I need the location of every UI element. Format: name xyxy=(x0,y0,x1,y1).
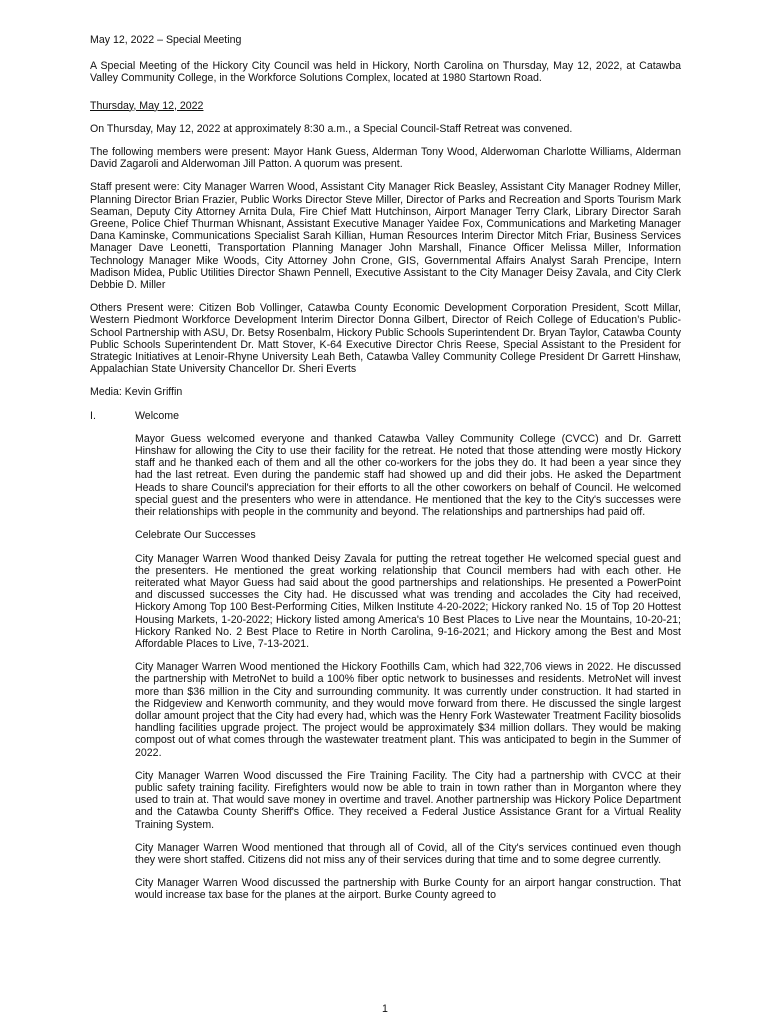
members-present-paragraph: The following members were present: Mayor Hank Guess, Alderman Tony Wood, Alderwoman Charlotte Williams, Alderman David Zagaroli and Alderwoman Jill Patton. A quorum was present. xyxy=(90,146,681,171)
body-paragraph: City Manager Warren Wood mentioned that through all of Covid, all of the City's services continued even though they were short staffed. Citizens did not miss any of their services during that time and to some degree currently. xyxy=(135,841,681,866)
body-paragraph: City Manager Warren Wood thanked Deisy Zavala for putting the retreat together He welcomed special guest and the presenters. He mentioned the great working relationship that Council members had with each other. He reiterated what Mayor Guess had said about the good partnerships and relationships. He presented a PowerPoint and discussed successes the City had. He discussed what was trending and accolades the City had received, Hickory Among Top 100 Best-Performing Cities, Milken Institute 4-20-2022; Hickory ranked No. 15 of Top 20 Hottest Housing Markets, 1-20-2022; Hickory listed among America's 10 Best Places to Live near the Mountains, 10-20-21; Hickory Ranked No. 2 Best Place to Retire in North Carolina, 9-16-2021; and Hickory among the Best and Most Affordable Places to Live, 7-13-2021. xyxy=(135,552,681,650)
celebrate-successes-subheading: Celebrate Our Successes xyxy=(135,529,256,542)
page-number: 1 xyxy=(382,1003,388,1015)
meeting-header: May 12, 2022 – Special Meeting xyxy=(90,34,242,46)
date-heading: Thursday, May 12, 2022 xyxy=(90,99,204,112)
welcome-paragraph: Mayor Guess welcomed everyone and thanked Catawba Valley Community College (CVCC) and Dr. Garrett Hinshaw for allowing the City to use their facility for the retreat. He noted that those attending were mostly Hickory staff and he thanked each of them and all the other co-workers for the jobs they do. It had been a year since they had the last retreat. Even during the pandemic staff had showed up and did their jobs. He asked the Department Heads to share Council's appreciation for their efforts to all the other coworkers on behalf of Council. He welcomed special guest and the presenters who were in attendance. He mentioned that the key to the City's successes were their relationships with people in the community and beyond. The relationships and partnerships had paid off. xyxy=(135,432,681,519)
section-welcome-heading xyxy=(90,410,681,422)
section-number: I. xyxy=(90,409,96,422)
others-present-paragraph: Others Present were: Citizen Bob Vollinger, Catawba County Economic Development Corporation President, Scott Millar, Western Piedmont Workforce Development Interim Director Donna Gilbert, Director of Reich College of Education’s Public-School Partnership with ASU, Dr. Betsy Rosenbalm, Hickory Public Schools Superintendent Dr. Bryan Taylor, Catawba County Public Schools Superintendent Dr. Matt Stover, K-64 Executive Director Chris Reese, Special Assistant to the President for Strategic Initiatives at Lenoir-Rhyne University Leah Beth, Catawba Valley Community College President Dr Garrett Hinshaw, Appalachian State University Chancellor Dr. Sheri Everts xyxy=(90,302,681,376)
staff-present-paragraph: Staff present were: City Manager Warren Wood, Assistant City Manager Rick Beasley, Assistant City Manager Rodney Miller, Planning Director Brian Frazier, Public Works Director Steve Miller, Director of Parks and Recreation and Sports Tourism Mark Seaman, Deputy City Attorney Arnita Dula, Fire Chief Matt Hutchinson, Airport Manager Terry Clark, Library Director Sarah Greene, Police Chief Thurman Whisnant, Assistant Executive Manager Yaidee Fox, Communications and Marketing Manager Dana Kaminske, Communications Specialist Sarah Killian, Human Resources Interim Director Mitch Friar, Business Services Manager Dave Leonetti, Transportation Planning Manager John Marshall, Finance Officer Melissa Miller, Information Technology Manager Mike Woods, City Attorney John Crone, GIS, Governmental Affairs Analyst Sarah Prencipe, Intern Madison Midea, Public Utilities Director Shawn Pennell, Executive Assistant to the City Manager Deisy Zavala, and City Clerk Debbie D. Miller xyxy=(90,181,681,292)
media-line: Media: Kevin Griffin xyxy=(90,386,183,399)
body-paragraph: City Manager Warren Wood mentioned the Hickory Foothills Cam, which had 322,706 views in 2022. He discussed the partnership with MetroNet to build a 100% fiber optic network to businesses and residents. MetroNet will invest more than $36 million in the City and surrounding community. It was currently under construction. It had started in the Ridgeview and Kenworth community, and they would move forward from there. He discussed the single largest dollar amount project that the City had every had, which was the Henry Fork Wastewater Treatment Facility biosolids handling facilities upgrade project. The project would be approximately $34 million dollars. They would be making compost out of what comes through the wastewater treatment plant. This was anticipated to begin in the Summer of 2022. xyxy=(135,661,681,759)
section-title: Welcome xyxy=(135,409,179,422)
convened-paragraph: On Thursday, May 12, 2022 at approximately 8:30 a.m., a Special Council-Staff Retreat was convened. xyxy=(90,122,573,135)
body-paragraph: City Manager Warren Wood discussed the partnership with Burke County for an airport hangar construction. That would increase tax base for the planes at the airport. Burke County agreed to xyxy=(135,877,681,902)
body-paragraph: City Manager Warren Wood discussed the Fire Training Facility. The City had a partnership with CVCC at their public safety training facility. Firefighters would now be able to train in town rather than in Morganton where they used to train at. That would save money in overtime and travel. Another partnership was Hickory Police Department and the Catawba County Sheriff's Office. They received a Federal Justice Assistance Grant for a Virtual Reality Training System. xyxy=(135,769,681,831)
document-page xyxy=(90,34,681,913)
intro-paragraph: A Special Meeting of the Hickory City Council was held in Hickory, North Carolina on Thursday, May 12, 2022, at Catawba Valley Community College, in the Workforce Solutions Complex, located at 1980 Startown Road. xyxy=(90,60,681,85)
